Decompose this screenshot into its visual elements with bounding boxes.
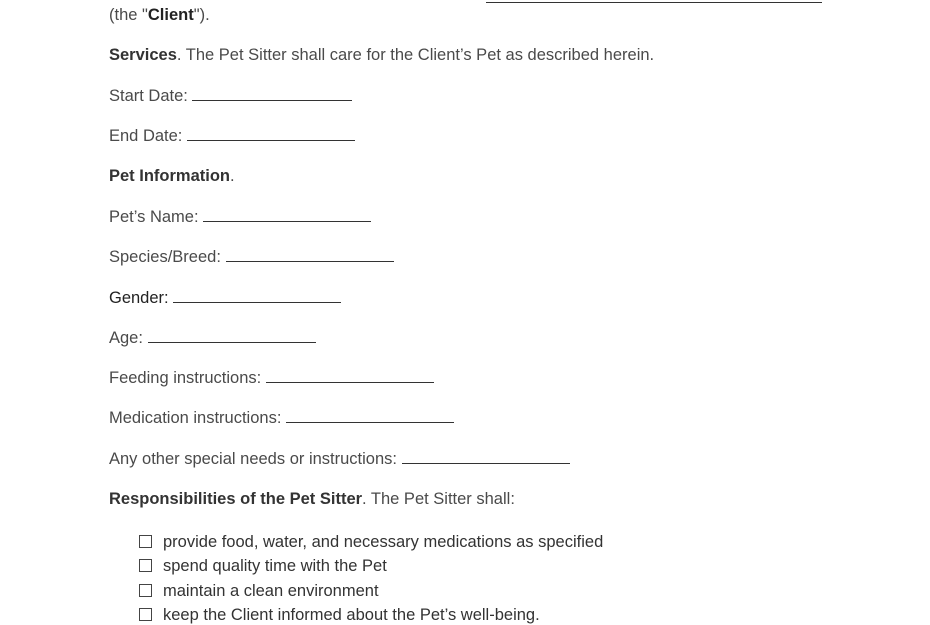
checklist-item (139, 605, 540, 625)
age-row (109, 328, 316, 348)
end-date-blank[interactable] (187, 126, 355, 141)
feeding-label: Feeding instructions: (109, 369, 262, 387)
checkbox[interactable] (139, 608, 152, 621)
feeding-row (109, 368, 434, 388)
client-term: Client (147, 6, 194, 24)
gender-row (109, 288, 341, 308)
responsibilities-heading: Responsibilities of the Pet Sitter (109, 490, 363, 508)
medication-blank[interactable] (286, 408, 454, 423)
start-date-label: Start Date: (109, 87, 188, 105)
medication-row (109, 408, 454, 428)
gender-blank[interactable] (173, 288, 341, 303)
services-paragraph (109, 45, 654, 65)
pet-name-blank[interactable] (203, 207, 371, 222)
species-blank[interactable] (226, 247, 394, 262)
other-needs-row (109, 449, 570, 469)
species-row (109, 247, 394, 267)
services-heading: Services (109, 46, 177, 64)
end-date-label: End Date: (109, 127, 183, 145)
feeding-blank[interactable] (266, 368, 434, 383)
client-name-blank[interactable] (486, 2, 822, 3)
end-date-row (109, 126, 355, 146)
start-date-blank[interactable] (192, 86, 352, 101)
other-needs-blank[interactable] (402, 449, 570, 464)
checklist-item-label: spend quality time with the Pet (163, 557, 387, 575)
other-needs-label: Any other special needs or instructions: (109, 450, 397, 468)
checklist-item-label: provide food, water, and necessary medications as specified (163, 533, 604, 551)
checklist-item-label: keep the Client informed about the Pet’s well-being. (163, 606, 540, 624)
pet-information-heading-line: Pet Information. (109, 167, 235, 185)
responsibilities-paragraph (109, 489, 515, 509)
checkbox[interactable] (139, 535, 152, 548)
species-label: Species/Breed: (109, 248, 221, 266)
pet-information-heading: Pet Information (109, 167, 231, 185)
checkbox[interactable] (139, 559, 152, 572)
checklist-item-label: maintain a clean environment (163, 582, 379, 600)
age-label: Age: (109, 329, 143, 347)
services-text: . The Pet Sitter shall care for the Client’s Pet as described herein. (176, 46, 655, 64)
client-definition-line: (the "Client"). (109, 6, 210, 24)
checklist-item (139, 556, 387, 576)
age-blank[interactable] (148, 328, 316, 343)
responsibilities-text: . The Pet Sitter shall: (362, 490, 515, 508)
gender-label: Gender: (109, 289, 169, 307)
start-date-row (109, 86, 352, 106)
checklist-item (139, 532, 603, 552)
checkbox[interactable] (139, 584, 152, 597)
checklist-item (139, 581, 379, 601)
pet-name-row (109, 207, 371, 227)
pet-name-label: Pet’s Name: (109, 208, 199, 226)
medication-label: Medication instructions: (109, 409, 282, 427)
